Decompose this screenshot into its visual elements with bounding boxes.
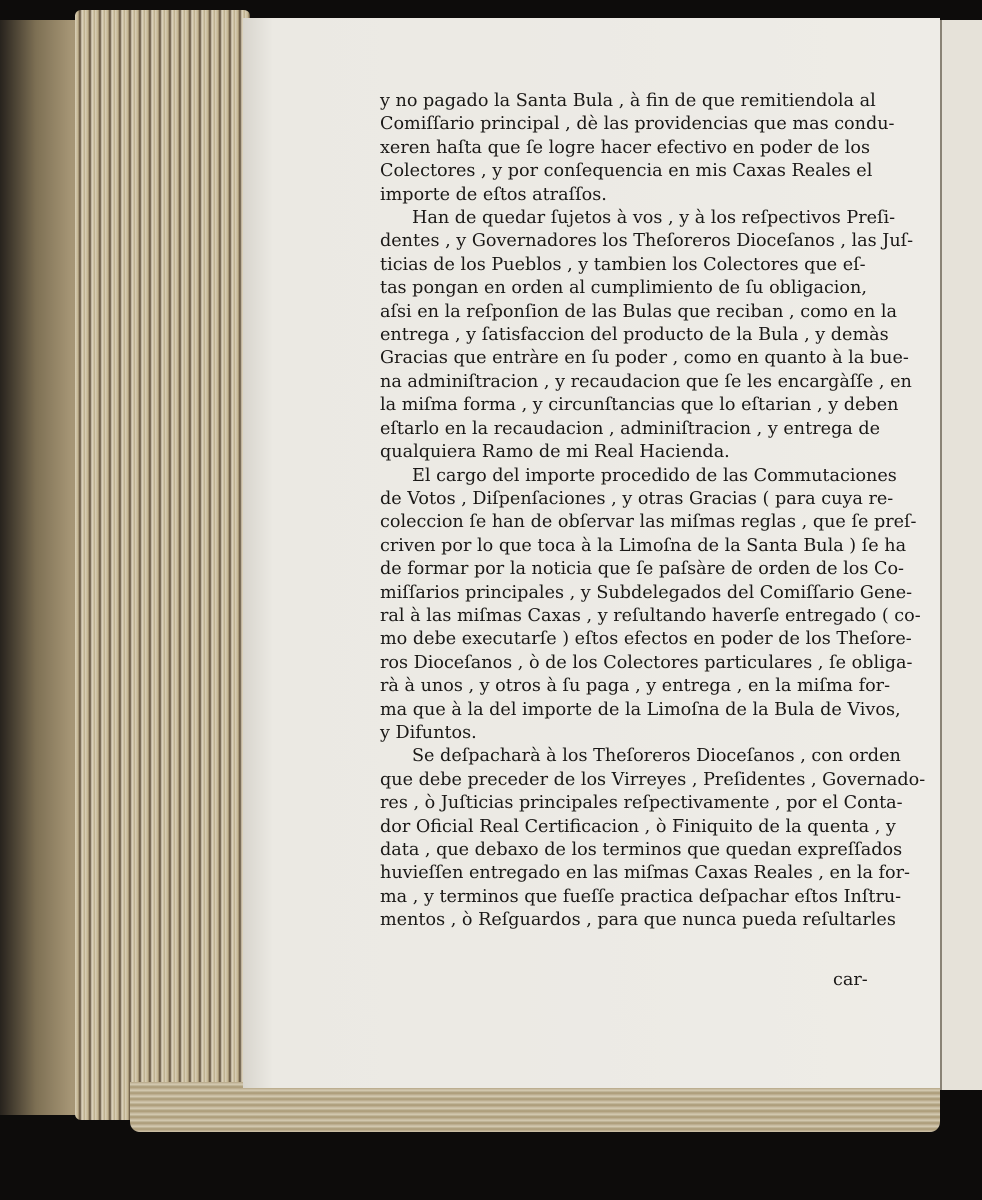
text-line: Han de quedar ſujetos à vos , y à los reſpectivos Preſi- <box>412 208 896 229</box>
text-line: miſſarios principales , y Subdelegados del Comiſſario Gene- <box>380 582 913 603</box>
text-line: y Difuntos. <box>380 722 477 743</box>
text-line: Se deſpacharà à los Theſoreros Dioceſanos , con orden <box>412 746 901 767</box>
text-line: Colectores , y por conſequencia en mis Caxas Reales el <box>380 161 873 182</box>
page-bottom-edge <box>130 1082 940 1132</box>
text-line: y no pagado la Santa Bula , à fin de que remitiendola al <box>380 91 876 111</box>
text-line: huvieſſen entregado en las miſmas Caxas Reales , en la for- <box>380 863 911 884</box>
text-line: dor Oficial Real Certificacion , ò Finiquito de la quenta , y <box>380 816 896 837</box>
text-line: eſtarlo en la recaudacion , adminiſtracion , y entrega de <box>380 418 881 439</box>
next-page-edge <box>940 20 982 1090</box>
text-line: ros Dioceſanos , ò de los Colectores particulares , ſe obliga- <box>380 652 913 673</box>
page-text <box>380 90 926 933</box>
text-line: coleccion ſe han de obſervar las miſmas reglas , que ſe preſ- <box>380 512 917 533</box>
text-line: aſsi en la reſponſion de las Bulas que reciban , como en la <box>380 301 897 322</box>
catchword: car- <box>833 970 868 990</box>
text-line: qualquiera Ramo de mi Real Hacienda. <box>380 442 730 463</box>
text-line: Comiſſario principal , dè las providencias que mas condu- <box>380 114 895 135</box>
text-line: de formar por la noticia que ſe paſsàre de orden de los Co- <box>380 559 904 580</box>
text-line: El cargo del importe procedido de las Commutaciones <box>412 465 897 486</box>
text-line: criven por lo que toca à la Limoſna de la Santa Bula ) ſe ha <box>380 535 907 556</box>
text-line: rà à unos , y otros à ſu paga , y entrega , en la miſma for- <box>380 676 891 697</box>
text-line: res , ò Juſticias principales reſpectivamente , por el Conta- <box>380 793 903 814</box>
text-line: ticias de los Pueblos , y tambien los Colectores que eſ- <box>380 254 866 275</box>
book-page <box>243 18 940 1088</box>
text-line: xeren haſta que ſe logre hacer efectivo en poder de los <box>380 137 871 158</box>
text-line: entrega , y ſatisfaccion del producto de la Bula , y demàs <box>380 325 889 346</box>
text-line: la miſma forma , y circunſtancias que lo eſtarian , y deben <box>380 395 899 416</box>
text-line: data , que debaxo de los terminos que quedan expreſſados <box>380 840 903 860</box>
text-line: ral à las miſmas Caxas , y reſultando haverſe entregado ( co- <box>380 605 921 626</box>
text-line: que debe preceder de los Virreyes , Preſidentes , Governado- <box>380 769 926 790</box>
page-stack-edge <box>75 10 250 1120</box>
text-line: de Votos , Diſpenſaciones , y otras Gracias ( para cuya re- <box>380 488 894 509</box>
text-line: mentos , ò Reſguardos , para que nunca pueda reſultarles <box>380 910 896 931</box>
text-line: tas pongan en orden al cumplimiento de ſu obligacion, <box>380 278 867 299</box>
text-line: ma que à la del importe de la Limoſna de la Bula de Vivos, <box>380 699 901 720</box>
text-line: na adminiſtracion , y recaudacion que ſe les encargàſſe , en <box>380 371 912 392</box>
text-line: dentes , y Governadores los Theſoreros Dioceſanos , las Juſ- <box>380 231 914 252</box>
text-line: Gracias que entràre en ſu poder , como en quanto à la bue- <box>380 348 909 369</box>
text-line: mo debe executarſe ) eſtos efectos en poder de los Theſore- <box>380 629 912 650</box>
text-line: importe de eſtos atraſſos. <box>380 184 607 205</box>
text-line: ma , y terminos que fueſſe practica deſpachar eſtos Inſtru- <box>380 886 902 907</box>
